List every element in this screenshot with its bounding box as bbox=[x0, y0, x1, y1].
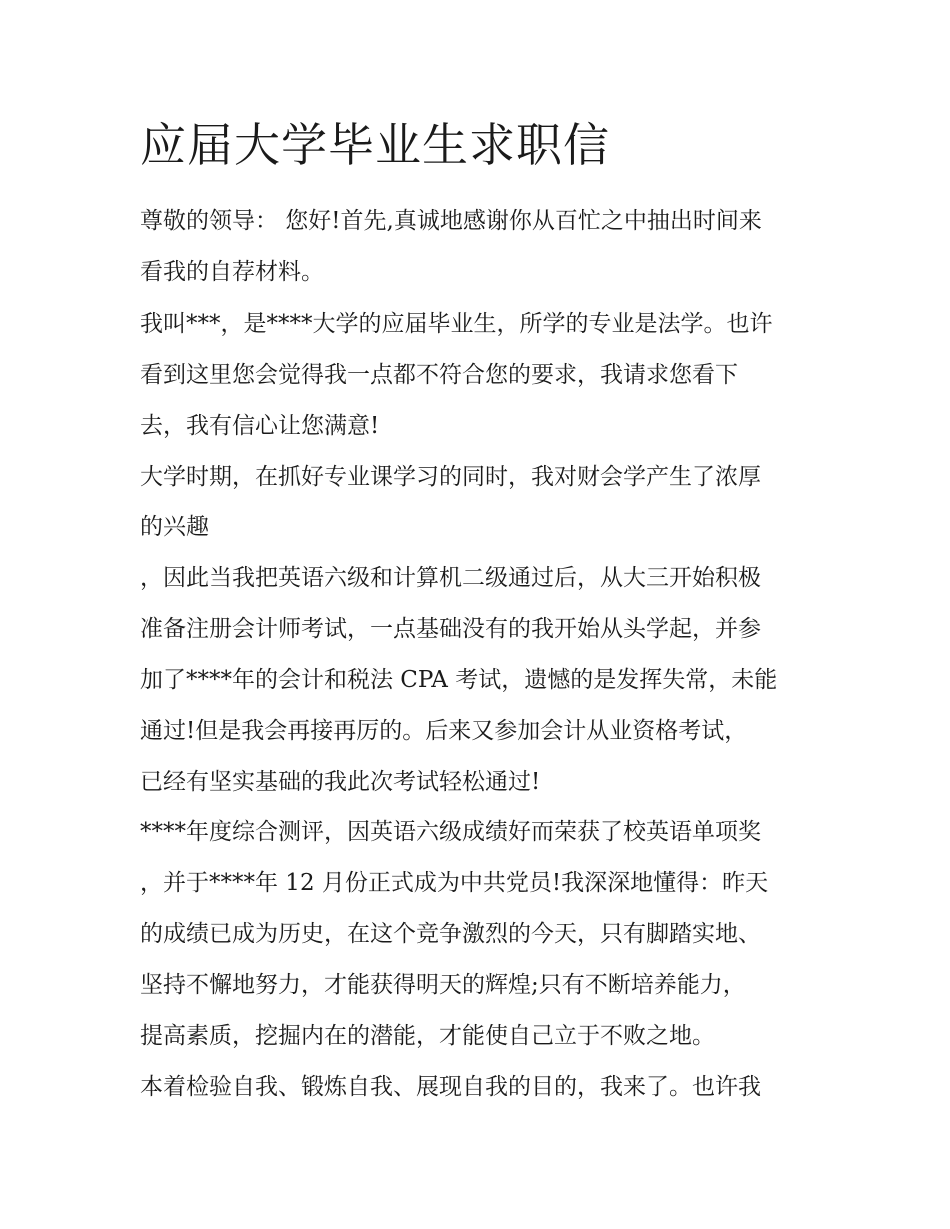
body-line: ，因此当我把英语六级和计算机二级通过后，从大三开始积极 bbox=[140, 565, 761, 591]
document-title: 应届大学毕业生求职信 bbox=[140, 118, 610, 172]
body-line: 加了****年的会计和税法 CPA 考试，遗憾的是发挥失常，未能 bbox=[140, 667, 778, 693]
body-line: 已经有坚实基础的我此次考试轻松通过! bbox=[140, 769, 541, 795]
body-line: 提高素质，挖掘内在的潜能，才能使自己立于不败之地。 bbox=[140, 1023, 715, 1049]
body-line: 去，我有信心让您满意! bbox=[140, 413, 380, 439]
body-line: 准备注册会计师考试，一点基础没有的我开始从头学起，并参 bbox=[140, 616, 761, 642]
body-line: 看我的自荐材料。 bbox=[140, 259, 324, 285]
body-line: 尊敬的领导： 您好!首先,真诚地感谢你从百忙之中抽出时间来 bbox=[140, 208, 762, 234]
body-line: 的成绩已成为历史，在这个竞争激烈的今天，只有脚踏实地、 bbox=[140, 921, 761, 947]
body-line: 大学时期，在抓好专业课学习的同时，我对财会学产生了浓厚 bbox=[140, 464, 761, 490]
body-line: ，并于****年 12 月份正式成为中共党员!我深深地懂得：昨天 bbox=[140, 870, 769, 896]
body-line: 我叫***，是****大学的应届毕业生，所学的专业是法学。也许 bbox=[140, 311, 773, 337]
body-line: 坚持不懈地努力，才能获得明天的辉煌;只有不断培养能力， bbox=[140, 972, 746, 998]
body-line: 的兴趣 bbox=[140, 514, 209, 540]
body-line: 看到这里您会觉得我一点都不符合您的要求，我请求您看下 bbox=[140, 362, 738, 388]
body-line: 通过!但是我会再接再厉的。后来又参加会计从业资格考试， bbox=[140, 718, 748, 744]
body-line: ****年度综合测评，因英语六级成绩好而荣获了校英语单项奖 bbox=[140, 819, 761, 845]
body-line: 本着检验自我、锻炼自我、展现自我的目的，我来了。也许我 bbox=[140, 1074, 761, 1100]
